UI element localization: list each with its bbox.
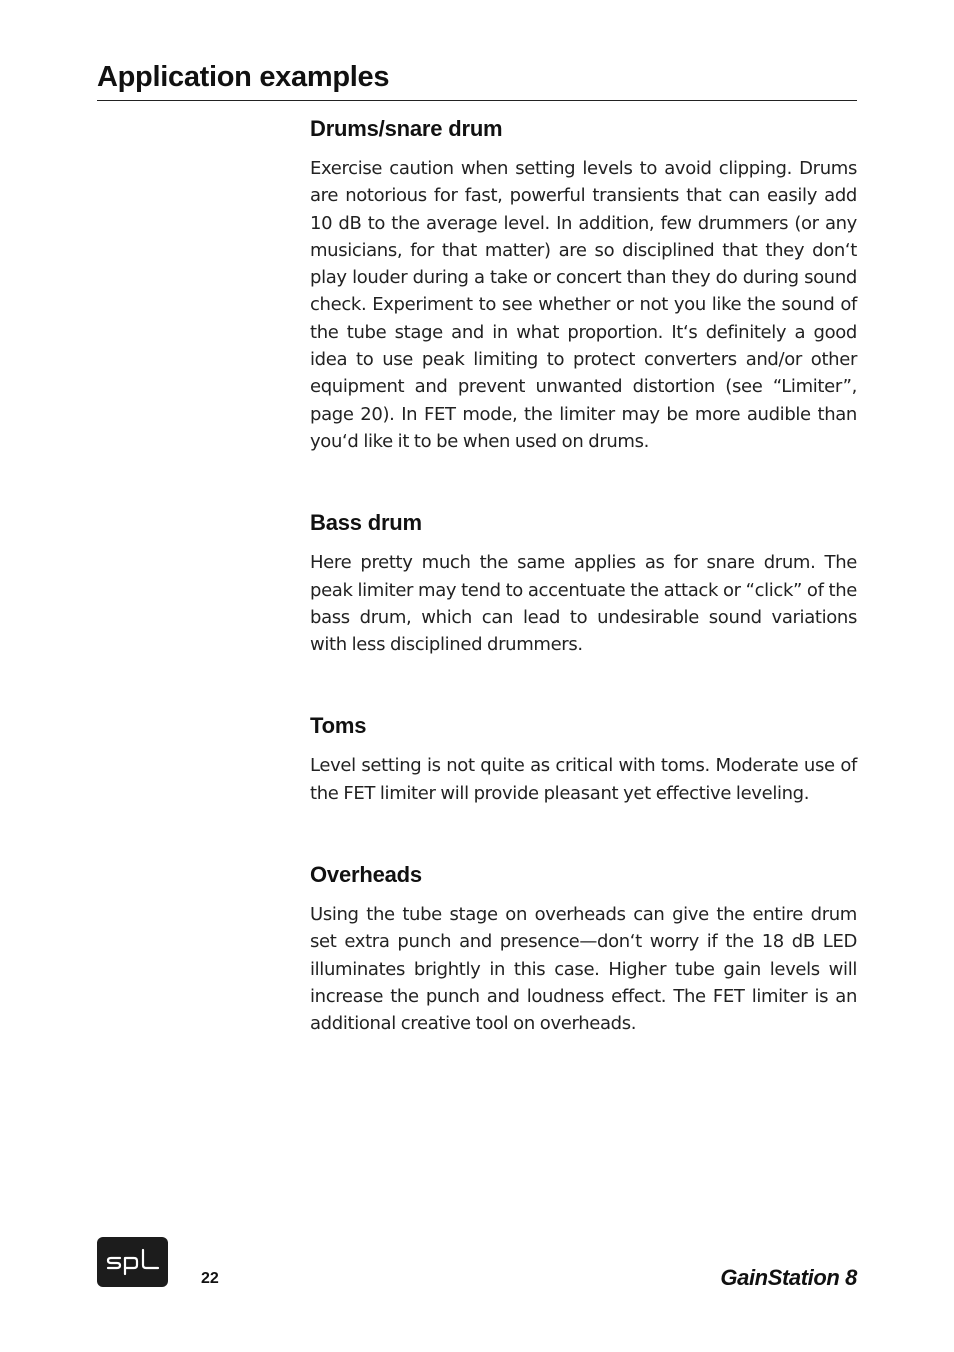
page-number: 22 (201, 1270, 219, 1287)
section-title: Bass drum (310, 510, 422, 536)
section-toms (310, 711, 857, 807)
section-bass-drum (310, 508, 857, 658)
section-body: Level setting is not quite as critical with toms. Moderate use of the FET limiter will provide pleasant yet effective leveling. (310, 755, 857, 804)
spl-logo-mark (105, 1247, 161, 1277)
product-name: GainStation 8 (720, 1265, 857, 1290)
section-body: Using the tube stage on overheads can give the entire drum set extra punch and presence—don‘t worry if the 18 dB LED illuminates brightly in this case. Higher tube gain levels will increase the punch and loudness effect. The FET limiter is an additional creative tool on overheads. (310, 904, 857, 1035)
main-content (310, 114, 857, 1038)
section-body: Exercise caution when setting levels to avoid clipping. Drums are notorious for fast, powerful transients that can easily add 10 dB to the average level. In addition, few drummers (or any musicians, for that matter) are so disciplined that they don‘t play louder during a take or concert than they do during sound check. Experiment to see whether or not you like the sound of the tube stage and in what proportion. It‘s definitely a good idea to use peak limiting to protect converters and/or other equipment and prevent unwanted distortion (see “Limiter”, page 20). In FET mode, the limiter may be more audible than you‘d like it to be when used on drums. (310, 158, 857, 452)
section-title: Drums/snare drum (310, 116, 503, 141)
section-title: Overheads (310, 862, 422, 888)
section-overheads (310, 860, 857, 1037)
title-divider (97, 100, 857, 101)
section-title: Toms (310, 713, 367, 739)
section-body: Here pretty much the same applies as for snare drum. The peak limiter may tend to accentuate the attack or “click” of the bass drum, which can lead to undesirable sound variations with less disciplined drummers. (310, 552, 857, 656)
section-drums-snare (310, 114, 857, 455)
spl-logo-icon (97, 1237, 168, 1287)
page-title: Application examples (97, 61, 390, 93)
